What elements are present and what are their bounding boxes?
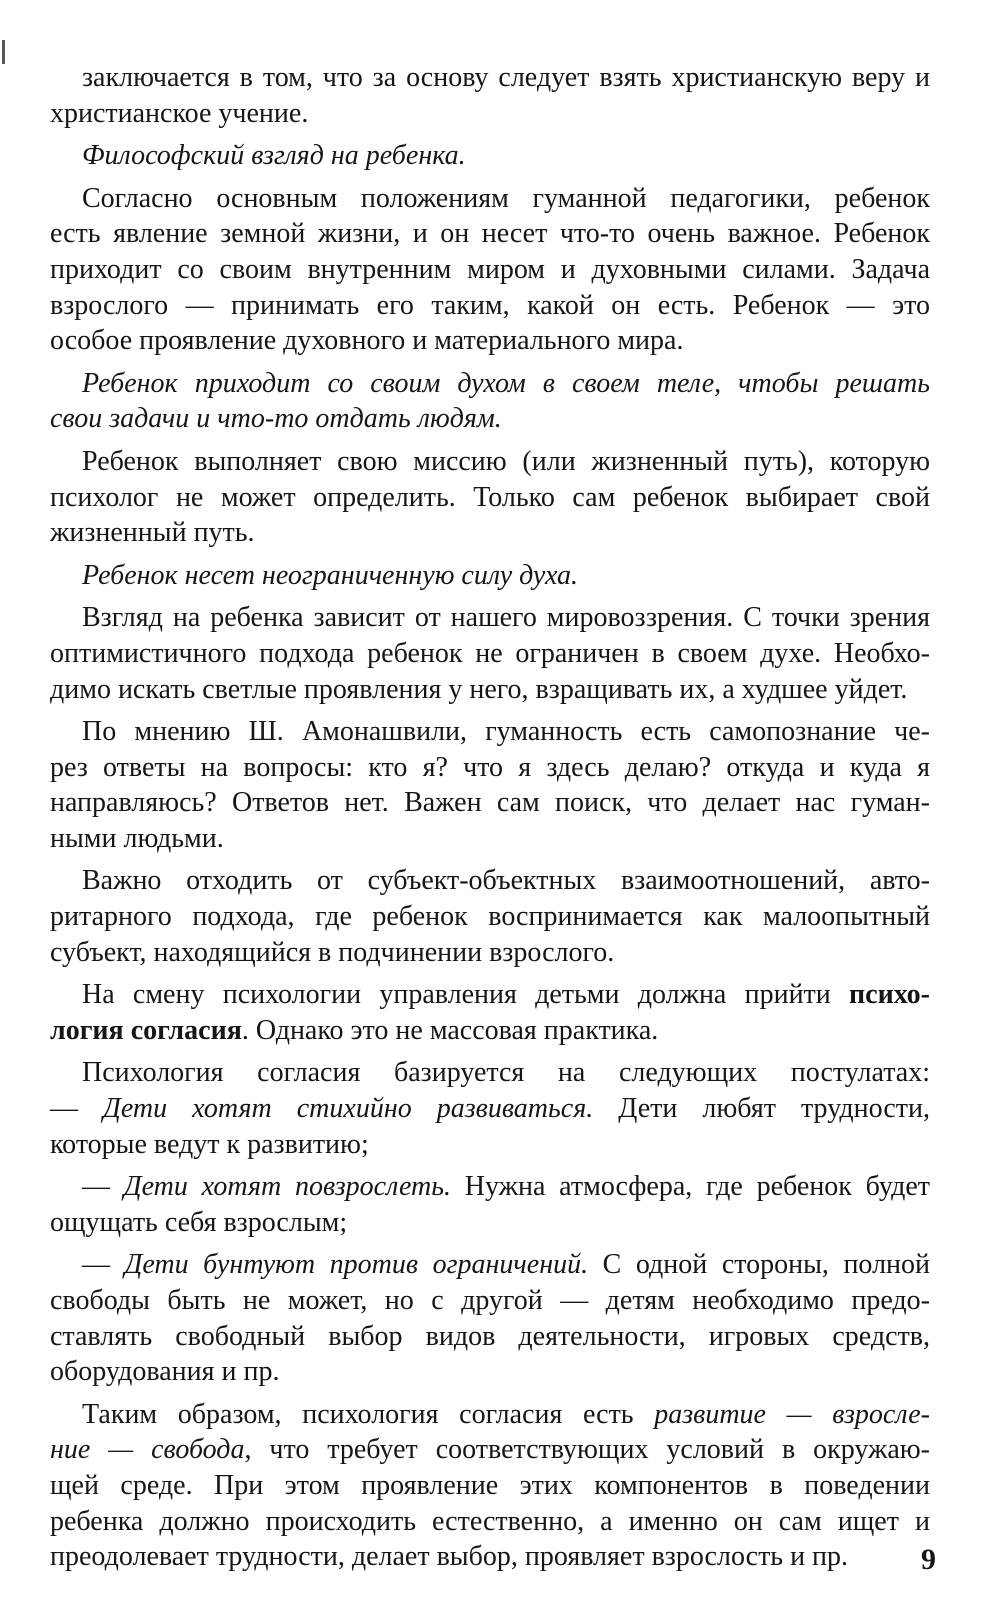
text-run: которые ведут к развитию; xyxy=(50,1128,369,1160)
text-run: Ребенок выполняет свою миссию (или жизненный путь), которую xyxy=(82,445,930,477)
text-run: рез ответы на вопросы: кто я? что я здесь делаю? откуда и куда я xyxy=(50,751,930,783)
text-line xyxy=(50,1169,930,1205)
text-run: Важно отходить от субъект-объектных взаимоотношений, авто- xyxy=(82,865,930,897)
text-line xyxy=(50,181,930,217)
text-run: щей среде. При этом проявление этих компонентов в поведении xyxy=(50,1469,930,1501)
text-line xyxy=(50,480,930,516)
text-line xyxy=(50,444,930,480)
text-line xyxy=(50,672,930,708)
text-run: Ребенок приходит со своим духом в своем теле, чтобы решать xyxy=(82,367,930,399)
text-run: преодолевает трудности, делает выбор, проявляет взрослость и пр. xyxy=(50,1541,849,1573)
text-run: Таким образом, психология согласия есть xyxy=(82,1398,655,1430)
text-line xyxy=(50,515,930,551)
text-run: — xyxy=(50,1093,104,1125)
text-line xyxy=(50,1432,930,1468)
text-run: заключается в том, что за основу следует взять христианскую веру и xyxy=(82,62,930,93)
paragraph xyxy=(50,1169,930,1240)
italic-paragraph xyxy=(50,138,930,174)
text-line xyxy=(50,714,930,750)
text-run: ритарного подхода, где ребенок воспринимается как малоопытный xyxy=(50,901,930,933)
paragraph xyxy=(50,1055,930,1162)
text-run: димо искать светлые проявления у него, взращивать их, а худшее уйдет. xyxy=(50,673,908,705)
text-run: жизненный путь. xyxy=(50,517,255,549)
text-run: ребенка должно происходить естественно, а именно он сам ищет и xyxy=(50,1505,930,1537)
text-line xyxy=(50,863,930,899)
text-line xyxy=(50,600,930,636)
text-line xyxy=(50,935,930,971)
text-line xyxy=(50,785,930,821)
text-line xyxy=(50,60,930,96)
text-line xyxy=(50,1283,930,1319)
italic-phrase: ние — свобода xyxy=(50,1434,245,1466)
text-line xyxy=(50,821,930,857)
text-line xyxy=(50,138,930,174)
italic-paragraph xyxy=(50,366,930,437)
text-line xyxy=(50,558,930,594)
text-run: Философский взгляд на ребенка. xyxy=(82,140,466,172)
paragraph xyxy=(50,714,930,856)
text-run: свои задачи и что-то отдать людям. xyxy=(50,403,502,435)
bold-term: логия согласия xyxy=(50,1014,242,1046)
text-run: С одной стороны, полной xyxy=(588,1249,931,1281)
text-run: ставлять свободный выбор видов деятельности, игровых средств, xyxy=(50,1320,930,1352)
text-run: Психология согласия базируется на следующих постулатах: xyxy=(82,1057,930,1089)
text-line xyxy=(50,323,930,359)
page-number: 9 xyxy=(921,1543,936,1576)
paragraph xyxy=(50,444,930,551)
text-run: По мнению Ш. Амонашвили, гуманность есть самопознание че- xyxy=(82,716,930,748)
text-line xyxy=(50,96,930,132)
text-run: — xyxy=(82,1249,125,1281)
paragraph xyxy=(50,181,930,359)
italic-phrase: развитие — взросле- xyxy=(654,1398,930,1430)
text-line xyxy=(50,977,930,1013)
text-run: свободы быть не может, но с другой — детям необходимо предо- xyxy=(50,1285,930,1316)
text-run: Дети любят трудности, xyxy=(593,1093,931,1125)
text-line xyxy=(50,899,930,935)
text-run: Взгляд на ребенка зависит от нашего мировоззрения. С точки зрения xyxy=(82,602,930,634)
text-run: Согласно основным положениям гуманной педагогики, ребенок xyxy=(82,182,930,214)
paragraph xyxy=(50,600,930,707)
text-run: — xyxy=(82,1171,124,1203)
text-run: оборудования и пр. xyxy=(50,1356,280,1388)
text-run: христианское учение. xyxy=(50,97,309,129)
italic-phrase: Дети хотят стихийно развиваться. xyxy=(103,1093,594,1125)
text-line xyxy=(50,216,930,252)
text-line xyxy=(50,1504,930,1540)
book-page-body xyxy=(50,60,930,1575)
text-run: направляюсь? Ответов нет. Важен сам поиск, что делает нас гуман- xyxy=(50,787,930,819)
paragraph xyxy=(50,863,930,970)
italic-phrase: Дети бунтуют против ограничений. xyxy=(124,1249,589,1281)
text-run: особое проявление духовного и материального мира. xyxy=(50,325,684,357)
text-run: ными людьми. xyxy=(50,822,224,854)
italic-phrase: Дети хотят повзрослеть. xyxy=(123,1171,452,1203)
text-line xyxy=(50,1539,930,1575)
text-line xyxy=(50,1091,930,1127)
paragraph xyxy=(50,1397,930,1575)
text-run: субъект, находящийся в подчинении взрослого. xyxy=(50,936,615,968)
text-run: оптимистичного подхода ребенок не ограничен в своем духе. Необхо- xyxy=(50,637,930,669)
text-run: . Однако это не массовая практика. xyxy=(241,1014,659,1046)
paragraph xyxy=(50,977,930,1048)
text-run: есть явление земной жизни, и он несет что-то очень важное. Ребенок xyxy=(50,218,930,250)
text-line xyxy=(50,636,930,672)
text-line xyxy=(50,1247,930,1283)
text-run: На смену психологии управления детьми должна прийти xyxy=(82,979,850,1011)
text-line xyxy=(50,1397,930,1433)
text-run: Нужна атмосфера, где ребенок будет xyxy=(451,1171,931,1203)
bold-term: психо- xyxy=(849,979,930,1011)
text-line xyxy=(50,1354,930,1390)
text-line xyxy=(50,1205,930,1241)
text-run: , что требует соответствующих условий в окружаю- xyxy=(244,1434,930,1466)
scan-edge-mark xyxy=(2,40,5,64)
text-line xyxy=(50,288,930,324)
text-line xyxy=(50,1319,930,1355)
text-run: Ребенок несет неограниченную силу духа. xyxy=(82,559,579,591)
paragraph xyxy=(50,60,930,131)
text-line xyxy=(50,1013,930,1049)
text-run: ощущать себя взрослым; xyxy=(50,1206,348,1238)
text-line xyxy=(50,1127,930,1163)
text-line xyxy=(50,1055,930,1091)
text-line xyxy=(50,252,930,288)
text-line xyxy=(50,401,930,437)
text-line xyxy=(50,366,930,402)
italic-paragraph xyxy=(50,558,930,594)
text-line xyxy=(50,1468,930,1504)
text-run: приходит со своим внутренним миром и духовными силами. Задача xyxy=(50,253,930,285)
paragraph xyxy=(50,1247,930,1389)
text-run: взрослого — принимать его таким, какой он есть. Ребенок — это xyxy=(50,289,930,321)
text-line xyxy=(50,750,930,786)
text-run: психолог не может определить. Только сам ребенок выбирает свой xyxy=(50,481,930,513)
